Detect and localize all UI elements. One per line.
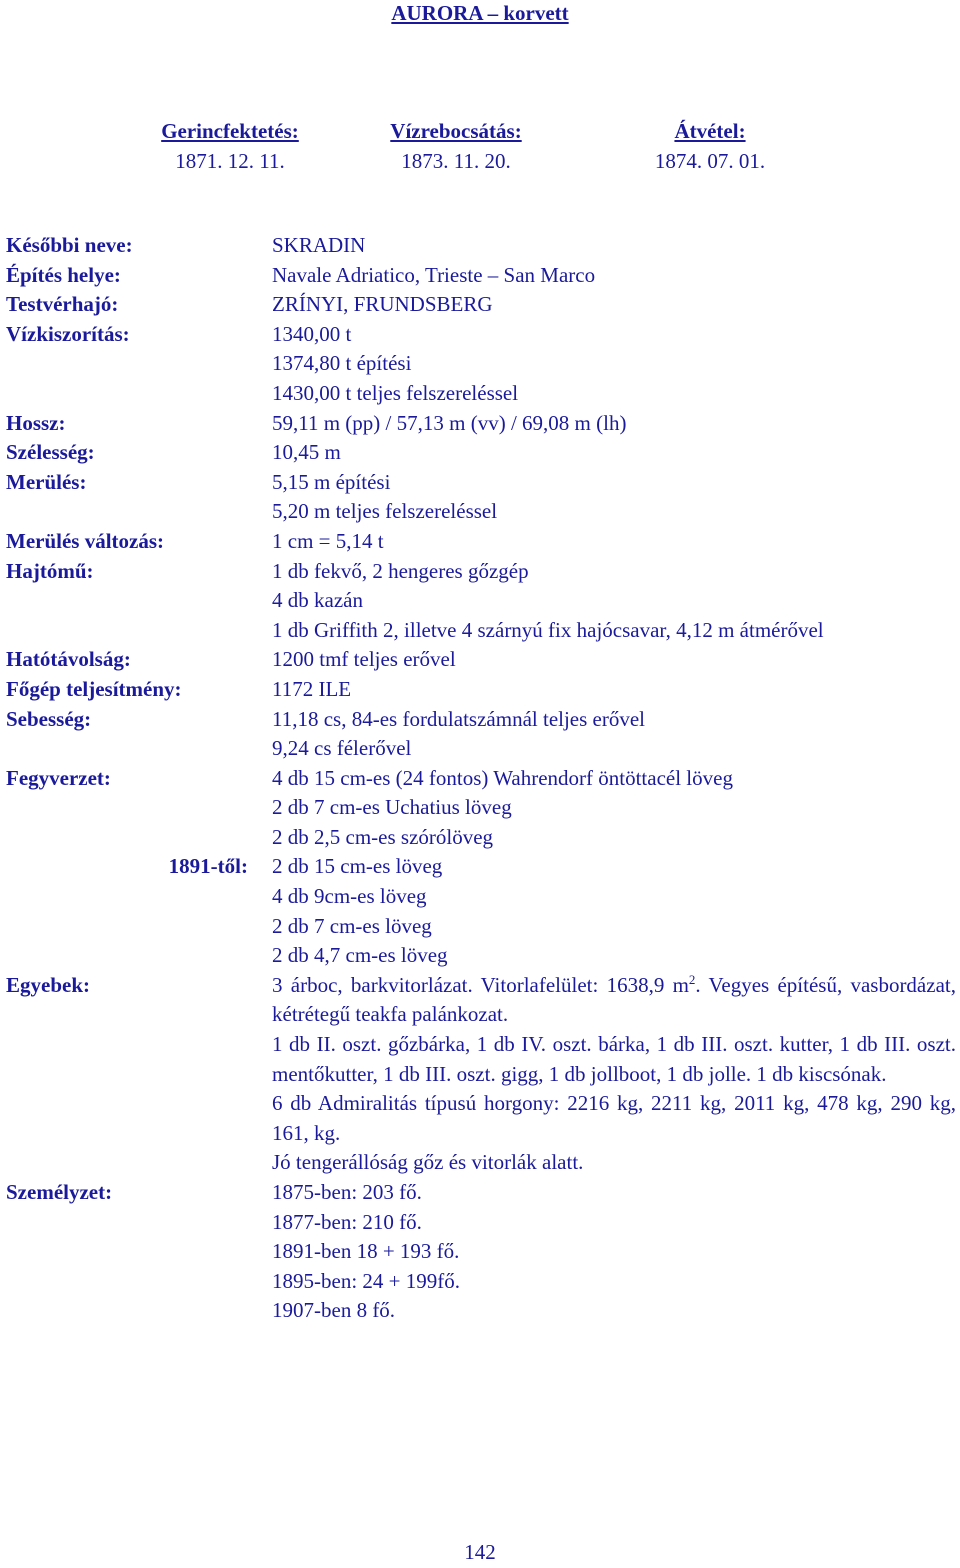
spec-values (272, 320, 956, 409)
seaworthiness-text: Jó tengerállóság gőz és vitorlák alatt. (272, 1150, 584, 1175)
spec-value: ZRÍNYI, FRUNDSBERG (272, 292, 493, 317)
spec-values-armament-1891 (272, 852, 956, 970)
spec-label: Vízkiszorítás: (6, 321, 130, 346)
spec-list (6, 231, 956, 1326)
spec-value: 1172 ILE (272, 676, 352, 701)
spec-value: 2 db 15 cm-es löveg (272, 854, 443, 879)
spec-values (272, 261, 956, 291)
sail-text-pre: 3 árboc, barkvitorlázat. Vitorlafelület: 1638,9 m (272, 972, 689, 997)
spec-value: 1891-ben 18 + 193 fő. (272, 1239, 460, 1264)
spec-value: 4 db 9cm-es löveg (272, 884, 427, 909)
spec-label: Fegyverzet: (6, 765, 111, 790)
spec-row (6, 261, 956, 291)
spec-label: Merülés: (6, 469, 87, 494)
commission-date (610, 117, 810, 176)
commission-value: 1874. 07. 01. (654, 148, 766, 173)
spec-values (272, 231, 956, 261)
keel-laying-date (130, 117, 330, 176)
spec-label: Hatótávolság: (6, 647, 131, 672)
spec-label-other: Egyebek: (6, 972, 90, 997)
spec-label: Sebesség: (6, 706, 92, 731)
spec-row (6, 438, 956, 468)
spec-value: 4 db kazán (272, 588, 363, 613)
spec-value: 1200 tmf teljes erővel (272, 647, 456, 672)
launch-label: Vízrebocsátás: (390, 119, 522, 143)
spec-row (6, 675, 956, 705)
spec-row (6, 468, 956, 527)
spec-row (6, 557, 956, 646)
spec-values (272, 438, 956, 468)
spec-values (272, 527, 956, 557)
spec-value: 59,11 m (pp) / 57,13 m (vv) / 69,08 m (lh) (272, 410, 627, 435)
spec-value: 1374,80 t építési (272, 351, 412, 376)
keel-laying-label: Gerincfektetés: (161, 119, 299, 143)
spec-label: Testvérhajó: (6, 292, 119, 317)
launch-date (356, 117, 556, 176)
spec-value: 11,18 cs, 84-es fordulatszámnál teljes erővel (272, 706, 646, 731)
sail-text (272, 971, 956, 1030)
spec-row-other (6, 971, 956, 1178)
spec-values (272, 468, 956, 527)
spec-value: 1430,00 t teljes felszereléssel (272, 380, 519, 405)
spec-value: 2 db 2,5 cm-es szórólöveg (272, 824, 494, 849)
boats-text: 1 db II. oszt. gőzbárka, 1 db IV. oszt. bárka, 1 db III. oszt. kutter, 1 db III. oszt. mentőkutter, 1 db III. oszt. gigg, 1 db jollboot, 1 db jolle. 1 db kiscsónak. (272, 1032, 956, 1086)
spec-row (6, 527, 956, 557)
spec-label: Merülés változás: (6, 528, 165, 553)
spec-value: 5,20 m teljes felszereléssel (272, 499, 498, 524)
spec-value: 1340,00 t (272, 321, 352, 346)
spec-row (6, 764, 956, 853)
spec-label-crew: Személyzet: (6, 1180, 113, 1204)
spec-label: Későbbi neve: (6, 233, 133, 257)
spec-row (6, 409, 956, 439)
keel-laying-value: 1871. 12. 11. (175, 148, 285, 173)
spec-values (272, 290, 956, 320)
spec-value: 1 db Griffith 2, illetve 4 szárnyú fix hajócsavar, 4,12 m átmérővel (272, 617, 824, 642)
spec-value: Navale Adriatico, Trieste – San Marco (272, 262, 596, 287)
spec-label: Szélesség: (6, 440, 95, 465)
spec-value: 2 db 7 cm-es löveg (272, 913, 432, 938)
page-title: AURORA – korvett (391, 1, 569, 25)
anchors-text: 6 db Admiralitás típusú horgony: 2216 kg, 2211 kg, 2011 kg, 478 kg, 290 kg, 161, kg. (272, 1091, 956, 1145)
spec-label: Hajtómű: (6, 558, 94, 583)
spec-value: 10,45 m (272, 440, 341, 465)
commission-label: Átvétel: (674, 119, 746, 143)
spec-row (6, 231, 956, 261)
spec-value: 1875-ben: 203 fő. (272, 1180, 422, 1204)
spec-label-armament-1891: 1891-től: (168, 854, 248, 879)
spec-values (272, 764, 956, 853)
sail-unit-exponent: 2 (688, 971, 696, 987)
spec-values (272, 409, 956, 439)
launch-value: 1873. 11. 20. (401, 148, 511, 173)
spec-values-crew (272, 1178, 956, 1326)
spec-row (6, 645, 956, 675)
spec-values (272, 705, 956, 764)
spec-value: 1 cm = 5,14 t (272, 528, 384, 553)
spec-row-armament-1891 (6, 852, 956, 970)
spec-values (272, 645, 956, 675)
spec-value: 1907-ben 8 fő. (272, 1298, 396, 1323)
spec-value: SKRADIN (272, 233, 366, 257)
spec-value: 1895-ben: 24 + 199fő. (272, 1268, 460, 1293)
page-number: 142 (464, 1540, 496, 1564)
spec-value: 1 db fekvő, 2 hengeres gőzgép (272, 558, 529, 583)
spec-row (6, 290, 956, 320)
spec-label: Építés helye: (6, 262, 121, 287)
spec-label: Hossz: (6, 410, 66, 435)
spec-values (272, 675, 956, 705)
spec-label: Főgép teljesítmény: (6, 676, 182, 701)
spec-value: 4 db 15 cm-es (24 fontos) Wahrendorf öntöttacél löveg (272, 765, 733, 790)
spec-value: 1877-ben: 210 fő. (272, 1209, 422, 1234)
spec-values-other (272, 971, 956, 1178)
spec-row (6, 705, 956, 764)
spec-value: 2 db 7 cm-es Uchatius löveg (272, 795, 512, 820)
spec-value: 2 db 4,7 cm-es löveg (272, 943, 448, 968)
spec-row (6, 320, 956, 409)
spec-value: 9,24 cs félerővel (272, 736, 412, 761)
sail-text-post: . Vegyes építésű, vasbordázat, kétrétegű teakfa palánkozat. (272, 972, 956, 1027)
spec-rows (6, 231, 956, 852)
spec-row-crew (6, 1178, 956, 1326)
spec-value: 5,15 m építési (272, 469, 391, 494)
spec-values (272, 557, 956, 646)
